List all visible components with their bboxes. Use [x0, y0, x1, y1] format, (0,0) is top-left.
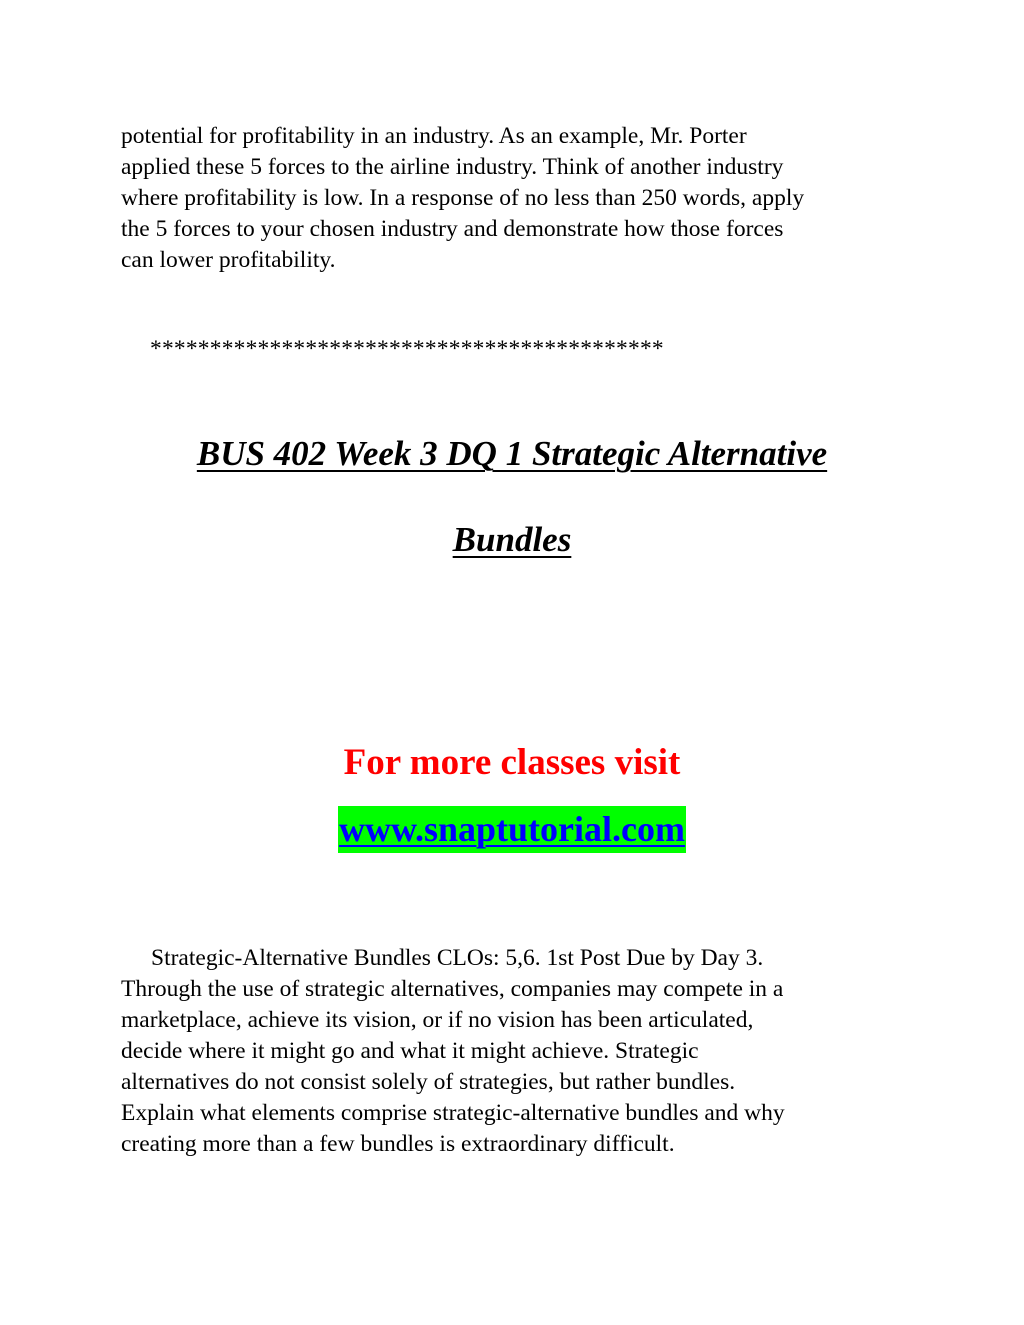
- asterisk-separator: *******************************************: [150, 336, 664, 362]
- description-line-text: Strategic-Alternative Bundles CLOs: 5,6. 1st Post Due by Day 3.: [151, 945, 764, 971]
- description-line: alternatives do not consist solely of strategies, but rather bundles.: [121, 1069, 736, 1095]
- intro-paragraph: [121, 121, 921, 276]
- title-heading-line-2: Bundles: [452, 520, 572, 559]
- description-line: creating more than a few bundles is extraordinary difficult.: [121, 1131, 675, 1157]
- intro-line: potential for profitability in an industry. As an example, Mr. Porter: [121, 123, 747, 149]
- description-paragraph: [121, 943, 921, 1160]
- intro-line: can lower profitability.: [121, 247, 336, 273]
- promo-text: For more classes visit: [343, 742, 681, 783]
- snaptutorial-link[interactable]: www.snaptutorial.com: [338, 806, 686, 853]
- description-line: Explain what elements comprise strategic-alternative bundles and why: [121, 1100, 785, 1126]
- intro-line: where profitability is low. In a response of no less than 250 words, apply: [121, 185, 805, 211]
- intro-line: the 5 forces to your chosen industry and demonstrate how those forces: [121, 216, 784, 242]
- description-line: marketplace, achieve its vision, or if no vision has been articulated,: [121, 1007, 754, 1033]
- promo-link-container: [0, 806, 1024, 853]
- intro-line: applied these 5 forces to the airline industry. Think of another industry: [121, 154, 784, 180]
- description-line: decide where it might go and what it might achieve. Strategic: [121, 1038, 699, 1064]
- title-heading-line-1: BUS 402 Week 3 DQ 1 Strategic Alternative: [196, 434, 828, 473]
- description-line: Through the use of strategic alternatives, companies may compete in a: [121, 976, 784, 1002]
- description-line: [121, 943, 921, 974]
